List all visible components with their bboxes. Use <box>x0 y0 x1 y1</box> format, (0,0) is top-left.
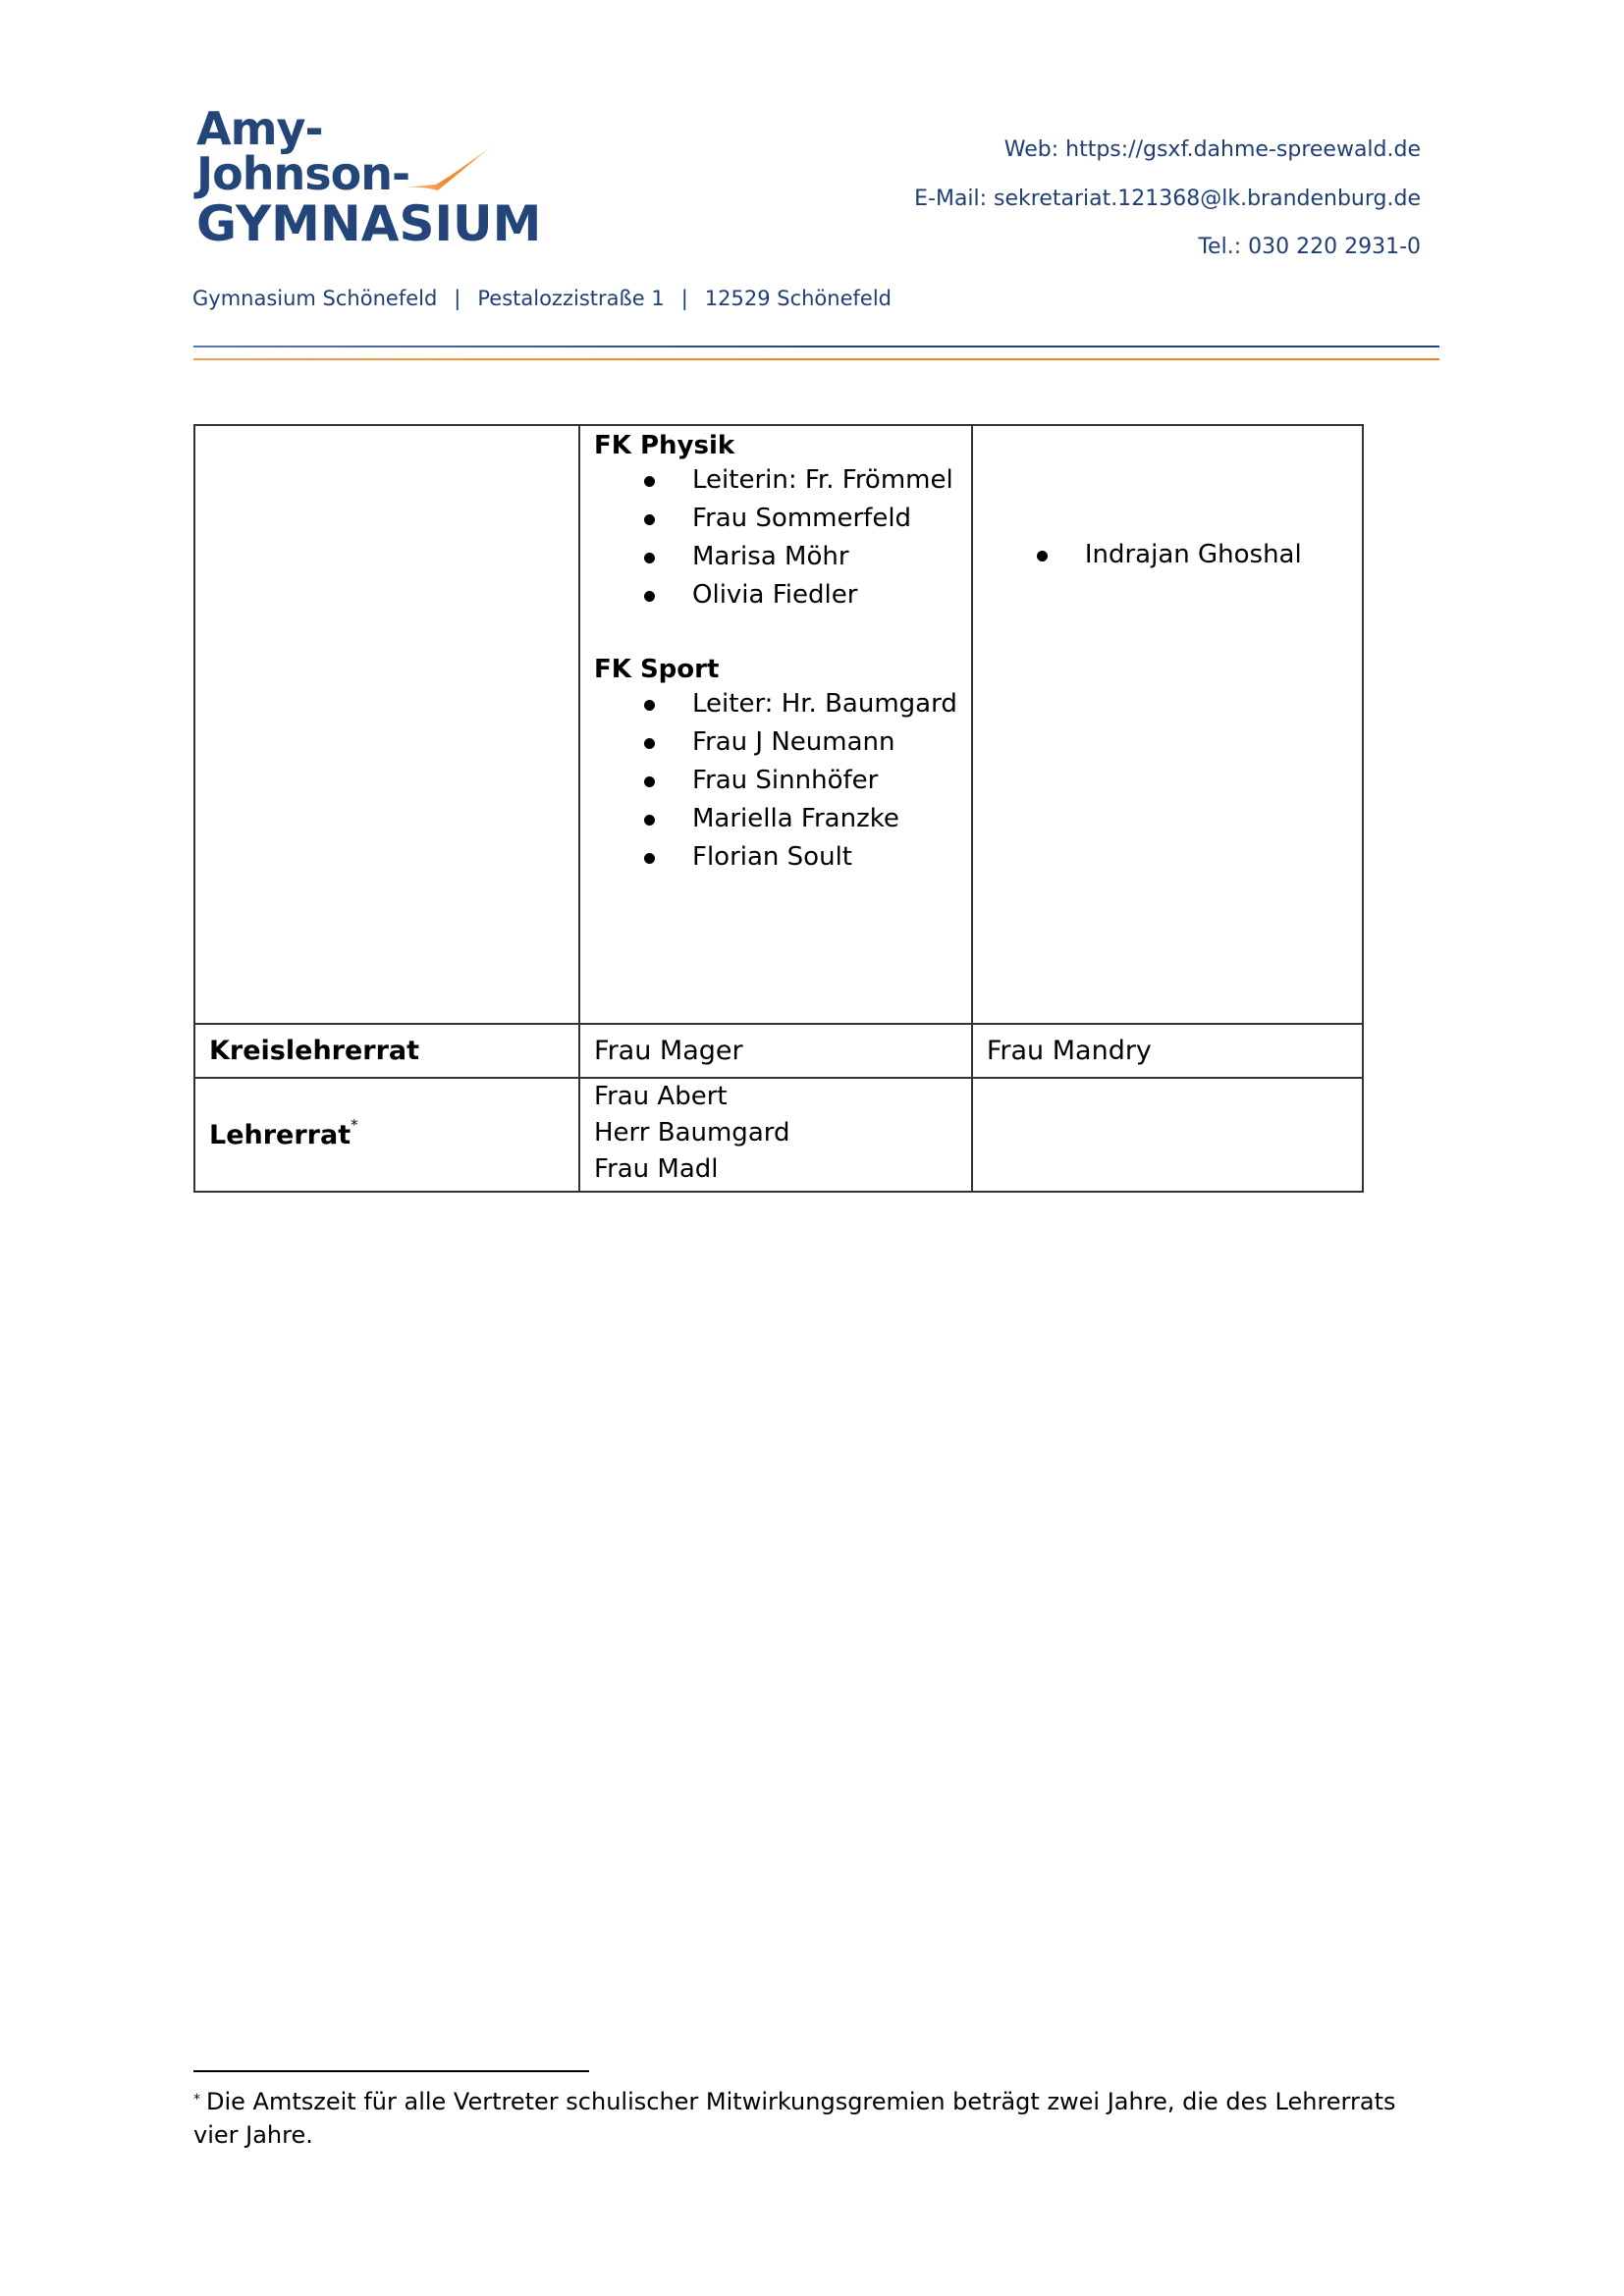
logo-text-line1: Amy- <box>196 102 323 155</box>
group-title-sport: FK Sport <box>594 655 720 684</box>
physik-member-list <box>594 461 957 614</box>
school-name: Gymnasium Schönefeld <box>192 287 438 310</box>
committee-table <box>193 424 1364 1193</box>
school-address <box>192 287 892 310</box>
contact-block <box>914 126 1421 272</box>
row-label-kreislehrerrat: Kreislehrerrat <box>194 1024 579 1078</box>
phone-number: Tel.: 030 220 2931-0 <box>1198 235 1421 259</box>
footnote <box>193 2085 1431 2152</box>
substitute-cell <box>972 425 1363 1024</box>
address-separator: | <box>680 287 688 310</box>
list-item: Frau Madl <box>594 1154 719 1184</box>
swoosh-icon <box>403 135 501 194</box>
list-item: Frau Sinnhöfer <box>594 762 957 800</box>
school-logo <box>196 98 550 255</box>
email-link[interactable]: E-Mail: sekretariat.121368@lk.brandenburg.de <box>914 186 1421 211</box>
list-item: Florian Soult <box>594 838 957 877</box>
list-item: Indrajan Ghoshal <box>987 536 1348 574</box>
members-cell <box>579 425 972 1024</box>
row-label-text: Lehrerrat <box>209 1119 352 1150</box>
row-label-lehrerrat <box>194 1078 579 1192</box>
list-item: Herr Baumgard <box>594 1118 790 1148</box>
row-label-cell <box>194 425 579 1024</box>
header-rule-blue <box>193 346 1439 347</box>
members-cell <box>579 1078 972 1192</box>
web-link[interactable]: Web: https://gsxf.dahme-spreewald.de <box>1003 137 1421 162</box>
substitute-cell <box>972 1078 1363 1192</box>
footnote-mark[interactable]: * <box>351 1115 358 1134</box>
sport-member-list <box>594 685 957 877</box>
address-separator: | <box>454 287 461 310</box>
footnote-text: Die Amtszeit für alle Vertreter schulischer Mitwirkungsgremien beträgt zwei Jahre, die des Lehrerrats vier Jahre. <box>193 2088 1396 2149</box>
list-item: Frau Abert <box>594 1082 728 1111</box>
footnote-separator <box>193 2070 589 2072</box>
members-cell: Frau Mager <box>579 1024 972 1078</box>
footnote-mark: * <box>193 2092 200 2108</box>
list-item: Leiterin: Fr. Frömmel <box>594 461 957 500</box>
table-row <box>194 1024 1363 1078</box>
table-row <box>194 425 1363 1024</box>
street-address: Pestalozzistraße 1 <box>477 287 665 310</box>
city-address: 12529 Schönefeld <box>704 287 892 310</box>
substitute-cell: Frau Mandry <box>972 1024 1363 1078</box>
table-row <box>194 1078 1363 1192</box>
list-item: Olivia Fiedler <box>594 576 957 614</box>
list-item: Frau J Neumann <box>594 723 957 762</box>
substitute-list <box>987 536 1348 574</box>
list-item: Marisa Möhr <box>594 538 957 576</box>
header-rule-orange <box>193 358 1439 360</box>
group-title-physik: FK Physik <box>594 431 735 460</box>
logo-text-line2: Johnson- <box>196 147 410 200</box>
list-item: Frau Sommerfeld <box>594 500 957 538</box>
list-item: Mariella Franzke <box>594 800 957 838</box>
logo-text-line3: GYMNASIUM <box>196 195 542 252</box>
list-item: Leiter: Hr. Baumgard <box>594 685 957 723</box>
